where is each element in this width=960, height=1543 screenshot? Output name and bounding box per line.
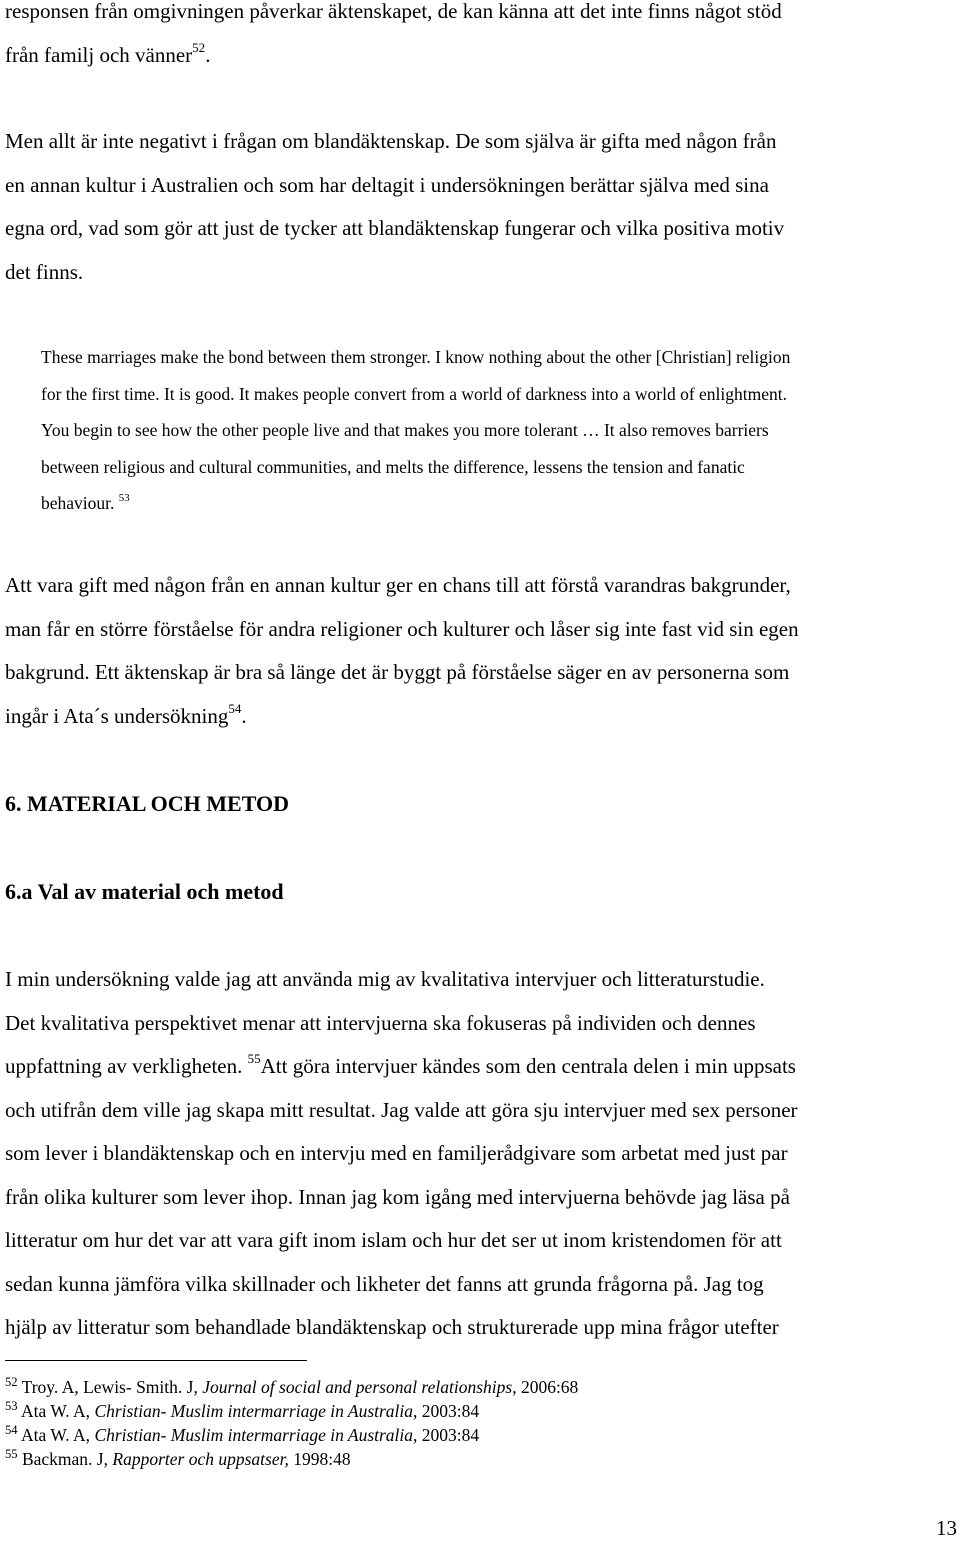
text-line: Att vara gift med någon från en annan kultur ger en chans till att förstå varandras bakgrunder, [5,573,791,597]
footnote-number: 52 [5,1374,18,1389]
footnote-ref: 54 [228,700,242,716]
footnote-number: 55 [5,1446,18,1461]
quote-line: behaviour. $^{53}$ [41,491,130,514]
footnote-number: 53 [5,1398,18,1413]
quote-line: for the first time. It is good. It makes people convert from a world of darkness into a world of enlightment. [41,383,787,404]
quote-line: You begin to see how the other people live and that makes you more tolerant … It also removes barriers [41,420,769,441]
footnote-ref: 55 [247,1051,261,1067]
text-line: man får en större förståelse för andra religioner och kulturer och låser sig inte fast vid sin egen [5,616,799,641]
subsection-heading: 6.a Val av material och metod [5,879,284,904]
text-line: ingår i Ata´s undersökning$^{54}$. [5,700,247,728]
paragraph-continuation [5,0,782,77]
footnote-title: Journal of social and personal relationships [202,1377,513,1397]
paragraph-intro [5,120,784,294]
text-line: och utifrån dem ville jag skapa mitt resultat. Jag valde att göra sju intervjuer med sex personer [5,1097,798,1122]
footnote: $^{52}$ Troy. A, Lewis- Smith. J, Journal of social and personal relationships, 2006:68 [5,1374,579,1397]
text-line: litteratur om hur det var att vara gift inom islam och hur det ser ut inom kristendomen för att [5,1228,782,1252]
footnote: $^{53}$ Ata W. A, Christian- Muslim intermarriage in Australia, 2003:84 [5,1398,480,1421]
block-quote [41,339,790,522]
text-line: från familj och vänner$^{52}$. [5,39,211,67]
footnote-title: Christian- Muslim intermarriage in Australia [94,1425,414,1445]
footnote: $^{55}$ Backman. J, Rapporter och uppsatser, 1998:48 [5,1446,351,1469]
footnote: $^{54}$ Ata W. A, Christian- Muslim intermarriage in Australia, 2003:84 [5,1422,480,1445]
text-line: det finns. [5,259,84,284]
footnote-title: Rapporter och uppsatser, [112,1449,289,1469]
paragraph-analysis [5,564,799,738]
footnote-number: 54 [5,1422,18,1437]
text-line: uppfattning av verkligheten. $^{55}$Att göra intervjuer kändes som den centrala delen i min uppsats [5,1051,796,1078]
quote-line: between religious and cultural communities, and melts the difference, lessens the tension and fanatic [41,456,745,477]
paragraph-method [5,958,798,1350]
footnote-separator [5,1360,307,1361]
footnote-title: Christian- Muslim intermarriage in Australia [94,1401,414,1421]
text-line: Det kvalitativa perspektivet menar att intervjuerna ska fokuseras på individen och dennes [5,1010,756,1035]
text-line: från olika kulturer som lever ihop. Innan jag kom igång med intervjuerna behövde jag läsa på [5,1184,790,1209]
text-line: som lever i blandäktenskap och en intervju med en familjerådgivare som arbetat med just par [5,1141,788,1165]
text-line: Men allt är inte negativt i frågan om blandäktenskap. De som själva är gifta med någon från [5,129,777,153]
text-line: egna ord, vad som gör att just de tycker att blandäktenskap fungerar och vilka positiva motiv [5,216,785,240]
footnote-ref: 53 [118,491,130,504]
text-line: bakgrund. Ett äktenskap är bra så länge det är byggt på förståelse säger en av personerna som [5,660,790,684]
footnotes [5,1375,578,1471]
footnote-ref: 52 [192,39,206,55]
section-heading: 6. MATERIAL OCH METOD [5,791,289,816]
quote-line: These marriages make the bond between them stronger. I know nothing about the other [Christian] religion [41,347,791,367]
page-number: 13 [936,1516,957,1540]
text-line: responsen från omgivningen påverkar äktenskapet, de kan känna att det inte finns något stöd [5,0,782,23]
text-line: I min undersökning valde jag att använda mig av kvalitativa intervjuer och litteraturstudie. [5,967,765,991]
text-line: hjälp av litteratur som behandlade blandäktenskap och strukturerade upp mina frågor utefter [5,1315,779,1339]
text-line: sedan kunna jämföra vilka skillnader och likheter det fanns att grunda frågorna på. Jag tog [5,1271,764,1296]
text-line: en annan kultur i Australien och som har deltagit i undersökningen berättar själva med sina [5,172,769,197]
